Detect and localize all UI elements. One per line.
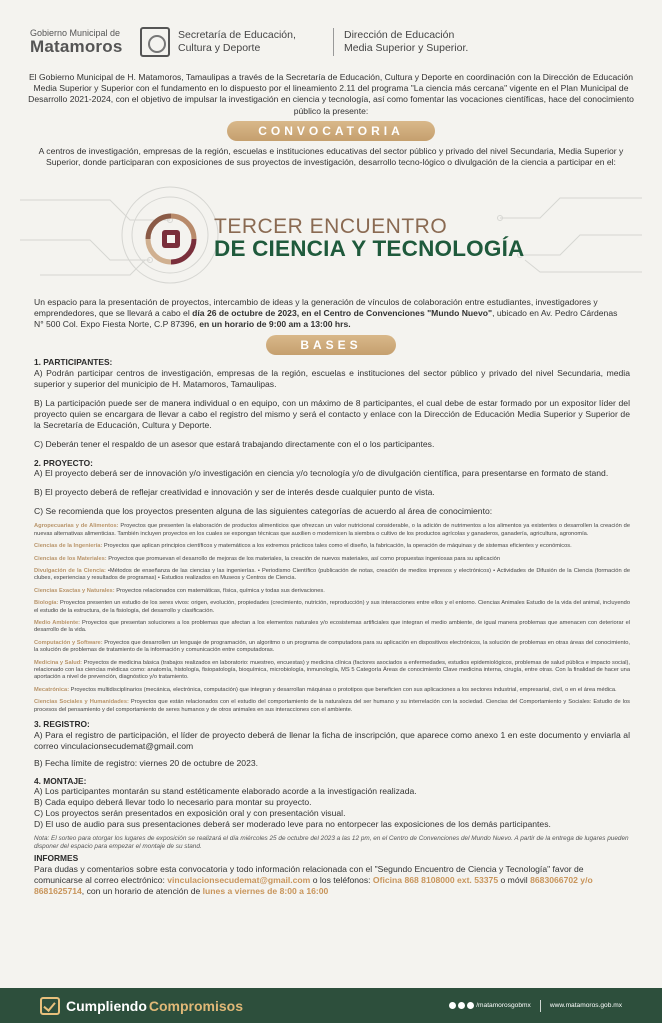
informes-text (34, 864, 630, 897)
footer-brand-2: Compromisos (148, 997, 244, 1014)
category-name: Ciencias de la Ingeniería: (34, 543, 103, 550)
footer-brand-1: Cumpliendo (66, 997, 147, 1014)
dept1-line2: Cultura y Deporte (178, 42, 261, 54)
website-link[interactable] (550, 1002, 622, 1009)
category-name: Mecatrónica: (34, 686, 70, 693)
category-name: Medicina y Salud: (34, 659, 83, 666)
category-item (34, 620, 630, 635)
category-item (34, 699, 630, 714)
section1-b: B) La participación puede ser de manera individual o en equipo, con un máximo de 8 participantes, el cual debe de estar formado por un expositor líder del proyecto quien se encargara de llevar a cabo el registro del mismo y será el contacto y enlace con la Dirección de Educación Media Superior y Superior de la Secretaría de Educación, Cultura y Deporte. (34, 397, 630, 430)
informes-a: Para dudas y comentarios sobre esta convocatoria y todo información relacionada con el "Segundo Encuentro de Ciencia y Tecnología" favor de comunicarse al correo electrónico: (34, 864, 584, 885)
event-schedule: en un horario de 9:00 am a 13:00 hrs. (199, 319, 351, 330)
section2-a: A) El proyecto deberá ser de innovación y/o investigación en ciencia y/o tecnología y/o de divulgación científica, para presentarse en formato de stand. (34, 468, 609, 479)
youtube-icon (467, 1002, 474, 1009)
section2-heading: 2. PROYECTO: (34, 457, 93, 468)
informes-heading: INFORMES (34, 853, 79, 864)
footer (0, 988, 662, 1023)
section3-a: A) Para el registro de participación, el líder de proyecto deberá de llenar la ficha de inscripción, que aparece como anexo 1 en este documento y enviarla al correo vinculacionsecudemat@gmail.com (34, 729, 630, 751)
category-description: •Métodos de enseñanza de las ciencias y las ingenierías. • Periodismo Científico (publicación de notas, creación de medios impresos y electrónicos) • Actividades de Difusión de la Ciencia (formación de clubes, experiencias y resultados de programas) • Estudios realizados en Museos y Centros de Ciencia. (34, 567, 630, 582)
section4-d: D) El uso de audio para sus presentaciones deberá ser moderado leve para no entorpecer las exposiciones de los demás participantes. (34, 819, 551, 830)
category-name: Biología: (34, 600, 59, 607)
municipality-line1: Gobierno Municipal de (30, 28, 121, 38)
category-item (34, 588, 630, 595)
mobile-phone: 8683066702 y/o 8681625714 (34, 875, 593, 896)
event-details-c: , ubicado en Av. Pedro Cárdenas N° 500 Col. Expo Fiesta Norte, C.P 87396, (34, 308, 618, 330)
municipality-line2: Matamoros (30, 37, 123, 56)
municipality-logo (30, 29, 132, 55)
facebook-icon (449, 1002, 456, 1009)
dept2-line1: Dirección de Educación (344, 29, 455, 42)
category-item (34, 523, 630, 538)
section4-c: C) Los proyectos serán presentados en exposición oral y con presentación visual. (34, 808, 346, 819)
header-divider (333, 28, 334, 56)
event-title-line1: TERCER ENCUENTRO (214, 215, 448, 238)
category-item (34, 660, 630, 682)
seal-icon (140, 27, 170, 57)
category-description: Proyectos que desarrollen un lenguaje de programación, un algoritmo o un programa de computadora para su aplicación en dispositivos electrónicos, la solución de problemas en otras áreas del conocimiento, la solución de problemas de tratamiento de la información y comunicación entre computadoras. (34, 639, 630, 654)
categories-list (34, 523, 630, 714)
intro-text: El Gobierno Municipal de H. Matamoros, Tamaulipas a través de la Secretaría de Educación, Cultura y Deporte en coordinación con la Dirección de Educación Media Superior y Superior con el fundamento en lo dispuesto por el lineamiento 2.11 del programa "La ciencia más cercana" vigente en el Plan Municipal de Desarrollo 2021-2024, con el objetivo de impulsar la investigación en ciencia y tecnología, así como fomentar las vocaciones científicas, hace del conocimiento público la presente: (28, 72, 634, 116)
dept-secretaria (178, 29, 323, 54)
section2-c: C) Se recomienda que los proyectos presenten alguna de las siguientes categorías de acuerdo al área de conocimiento: (34, 506, 493, 517)
informes-d: , con un horario de atención de (81, 886, 203, 896)
category-description: Proyectos multidisciplinarios (mecánica, electrónica, computación) que integran y desarrollan máquinas o prototipos que beneficien con sus aplicaciones a los sectores industrial, empresarial, civil, o en el área médica. (69, 686, 617, 693)
website-text: www.matamoros.gob.mx (549, 1002, 622, 1009)
category-description: Proyectos que presentan soluciones a los problemas que afectan a los elementos naturales y/o ecosistemas artificiales que integran el medio ambiente, de igual manera problemas que amenacen con deteriorar el desarrollo de la vida. (34, 619, 631, 634)
category-item (34, 543, 630, 550)
footer-divider (540, 1000, 541, 1012)
category-name: Computación y Software: (34, 639, 103, 646)
section1-heading: 1. PARTICIPANTES: (34, 357, 113, 367)
social-handle[interactable] (449, 1002, 531, 1009)
category-name: Agropecuarias y de Alimentos: (34, 523, 119, 530)
category-name: Ciencias de los Materiales: (34, 555, 107, 562)
informes-c: o móvil (498, 875, 531, 885)
category-description: Proyectos que están relacionados con el estudio del comportamiento de la naturaleza del ser humano y su interrelación con la sociedad. Ciencias del Comportamiento y Sociales: Estudio de los procesos del pensamiento y del comportamiento de seres humanos y de otros animales en sus interacciones con el ambiente. (34, 699, 630, 713)
category-name: Ciencias Exactas y Naturales: (34, 587, 115, 594)
category-name: Medio Ambiente: (34, 619, 81, 626)
section1-a: A) Podrán participar centros de investigación, empresas de la región, escuelas e instituciones del sector público y privado del nivel Secundaria, media superior y superior del municipio de H. Matamoros, Tamaulipas. (34, 367, 630, 389)
category-item (34, 640, 630, 655)
section4-heading: 4. MONTAJE: (34, 775, 87, 786)
header (30, 24, 632, 60)
dept-direccion (344, 29, 468, 54)
category-name: Divulgación de la Ciencia: (34, 567, 106, 574)
section4-a: A) Los participantes montarán su stand estéticamente elaborado acorde a la investigación realizada. (34, 786, 417, 797)
section4-b: B) Cada equipo deberá llevar todo lo necesario para montar su proyecto. (34, 797, 312, 808)
instagram-icon (458, 1002, 465, 1009)
category-item (34, 600, 630, 615)
category-description: Proyectos que promuevan el desarrollo de mejoras de los materiales, la creación de nuevos materiales, así como propuestas ingeniosas para su aplicación (106, 555, 501, 562)
section3-b: B) Fecha límite de registro: viernes 20 de octubre de 2023. (34, 757, 259, 768)
check-shield-icon (40, 997, 60, 1015)
office-phone: Oficina 868 8108000 ext. 53375 (372, 875, 499, 885)
bases-body (34, 358, 630, 897)
dept1-line1: Secretaría de Educación, (178, 29, 296, 42)
office-hours: lunes a viernes de 8:00 a 16:00 (202, 886, 329, 896)
category-description: Proyectos relacionados con matemáticas, física, química y todas sus derivaciones. (114, 587, 325, 594)
convocatoria-label: CONVOCATORIA (227, 121, 435, 141)
event-date-venue: día 26 de octubre de 2023, en el Centro de Convenciones "Mundo Nuevo" (192, 308, 493, 319)
event-title-line2: DE CIENCIA Y TECNOLOGÍA (214, 236, 525, 261)
category-item (34, 556, 630, 563)
invitation-text: A centros de investigación, empresas de la región, escuelas e instituciones educativas del sector público y privado del nivel Secundaria, Media Superior y Superior, donde participaran con exposiciones de sus proyectos de investigación, desarrollo tecno-lógico o divulgación de la ciencia a participar en el: (38, 146, 624, 168)
category-item (34, 687, 630, 694)
section2-b: B) El proyecto deberá de reflejar creatividad e innovación y ser de interés desde cualquier punto de vista. (34, 487, 435, 498)
category-description: Proyectos de medicina básica (trabajos realizados en laboratorio: muestreo, encuestas) y medicina clínica (factores asociados a enfermedades, estudios epidemiológicos, problemas de salud pública e impacto social), relacionado con las ciencias médicas como: anatomía, histología, fisiopatología, bioquímica, microbiología, inmunología, MS 5 Categoría Áreas de conocimiento Clave medicina interna, cirugía, entre otras. Con la finalidad de hacer una aportación a nivel de prevención, diagnóstico y/o tratamiento. (34, 659, 630, 681)
category-description: Proyectos que presenten la elaboración de productos alimenticios que ofrezcan un valor nutricional considerable, o la adición de nutrimentos a los alimentos ya existentes o desarrollen la creación de nuevas alternativas alimenticias. También incluyen proyectos en los cuales se expongan técnicas que auxilien o modernicen la siembra o cultivo de los productos agrícolas y ganaderos, ganadería, agricultura, agronomía. (34, 523, 631, 537)
section3-heading: 3. REGISTRO: (34, 719, 90, 730)
category-item (34, 568, 630, 583)
event-logo-icon (140, 208, 202, 270)
section1-c: C) Deberán tener el respaldo de un asesor que estará trabajando directamente con el o los participantes. (34, 438, 435, 449)
event-details (34, 297, 629, 331)
dept2-line2: Media Superior y Superior. (344, 42, 469, 54)
bases-label: BASES (266, 335, 396, 355)
event-details-a: Un espacio para la presentación de proyectos, intercambio de ideas y la generación de vínculos de colaboración entre estudiantes, investigadores y emprendedores, que se llevará a cabo el (34, 297, 598, 319)
social-handle-text: /matamorosgobmx (476, 1002, 531, 1009)
informes-b: o los teléfonos: (310, 875, 373, 885)
category-name: Ciencias Sociales y Humanidades: (34, 699, 129, 706)
category-description: Proyectos que aplican principios científicos y matemáticos a los extremos prácticos tales como el diseño, la fabricación, la operación de máquinas y de sistemas eficientes y económicos. (102, 543, 572, 550)
note-text: Nota: El sorteo para otorgar los lugares de exposición se realizará el día miércoles 25 de octubre del 2023 a las 12 pm, en el Centro de Convenciones del Mundo Nuevo. A partir de la entrega de lugares pueden disponer del espacio para empezar el montaje de su stand. (34, 835, 629, 851)
contact-email-link[interactable]: vinculacionsecudemat@gmail.com (167, 875, 311, 885)
category-description: Proyectos presenten un estudio de los seres vivos: origen, evolución, propiedades (crecimiento, nutrición, reproducción) y sus interacciones entre ellos y el entorno. Ciencias Animales Estudio de la vida del animal, incluyendo el estudio de la estructura, de la fisiología, del desarrollo y clasificación. (34, 600, 630, 614)
